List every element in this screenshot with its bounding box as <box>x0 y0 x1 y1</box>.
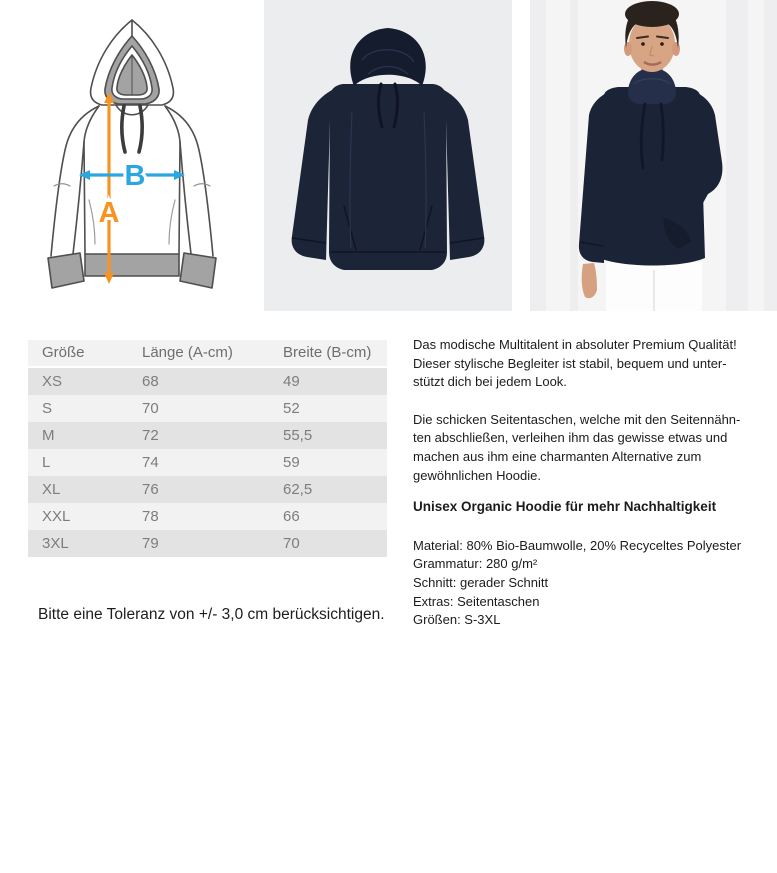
hem-band <box>85 254 179 276</box>
side-pocket-seam <box>169 200 175 244</box>
right-cuff <box>180 253 216 288</box>
size-cell: XL <box>42 481 61 498</box>
size-diagram <box>20 8 256 304</box>
text-line: Dieser stylische Begleiter ist stabil, bequem und unter- <box>413 355 727 371</box>
table-row <box>28 422 387 449</box>
product-subheading: Unisex Organic Hoodie für mehr Nachhaltigkeit <box>413 499 717 515</box>
text-line: Das modische Multitalent in absoluter Premium Qualität! <box>413 337 737 352</box>
model-photo <box>530 0 777 311</box>
detail-extras: Extras: Seitentaschen <box>413 593 540 609</box>
table-row <box>28 476 387 503</box>
detail-grammatur: Grammatur: 280 g/m² <box>413 556 538 572</box>
column-header-groesse: Größe <box>42 344 85 361</box>
size-cell: L <box>42 454 51 471</box>
size-cell: M <box>42 427 55 444</box>
length-cell: 74 <box>142 454 159 471</box>
column-header-breite: Breite (B-cm) <box>283 344 372 361</box>
eye <box>641 42 645 46</box>
measure-label-b: B <box>124 160 146 192</box>
width-cell: 66 <box>283 508 300 525</box>
text-line: machen aus ihm eine charmanten Alternative zum <box>413 448 702 464</box>
product-description <box>413 336 773 630</box>
model-wearing-hoodie <box>530 0 777 311</box>
width-cell: 52 <box>283 400 300 417</box>
detail-schnitt: Schnitt: gerader Schnitt <box>413 574 549 590</box>
detail-material: Material: 80% Bio-Baumwolle, 20% Recyceltes Polyester <box>413 537 742 553</box>
ear <box>624 42 632 56</box>
size-cell: XXL <box>42 508 71 525</box>
description-paragraph-2 <box>413 411 773 485</box>
tolerance-note: Bitte eine Toleranz von +/- 3,0 cm berücksichtigen. <box>38 606 385 623</box>
width-cell: 70 <box>283 535 300 552</box>
table-row <box>28 395 387 422</box>
navy-hoodie-photo <box>264 0 512 311</box>
hoodie-line-drawing <box>20 8 256 304</box>
size-table <box>28 340 387 557</box>
length-cell: 78 <box>142 508 159 525</box>
table-row <box>28 530 387 557</box>
drawstring <box>139 106 142 152</box>
size-table-header-row <box>28 340 387 368</box>
column-header-laenge: Länge (A-cm) <box>142 344 233 361</box>
length-cell: 79 <box>142 535 159 552</box>
text-line: gewöhnlichen Hoodie. <box>413 467 541 483</box>
drawstring <box>122 106 125 152</box>
ear <box>672 42 680 56</box>
width-cell: 59 <box>283 454 300 471</box>
size-cell: XS <box>42 373 63 390</box>
detail-groessen: Größen: S-3XL <box>413 612 501 628</box>
width-cell: 62,5 <box>283 481 313 498</box>
hoodie-outline <box>48 20 216 288</box>
table-row <box>28 503 387 530</box>
table-row <box>28 368 387 395</box>
length-cell: 70 <box>142 400 159 417</box>
eye <box>660 42 664 46</box>
product-photo <box>264 0 512 311</box>
text-line: Die schicken Seitentaschen, welche mit den Seitennähn- <box>413 411 741 427</box>
length-cell: 68 <box>142 373 159 390</box>
text-line: ten abschließen, verleihen ihm das gewisse etwas und <box>413 430 728 446</box>
table-row <box>28 449 387 476</box>
measure-label-a: A <box>98 197 120 229</box>
description-paragraph-1 <box>413 336 773 392</box>
measure-arrow-b <box>79 160 185 192</box>
side-pocket-seam <box>89 200 95 244</box>
left-cuff <box>48 253 84 288</box>
length-cell: 76 <box>142 481 159 498</box>
length-cell: 72 <box>142 427 159 444</box>
size-cell: S <box>42 400 53 417</box>
text-line: stützt dich bei jedem Look. <box>413 374 567 390</box>
product-details <box>413 537 773 630</box>
width-cell: 49 <box>283 373 300 390</box>
size-cell: 3XL <box>42 535 69 552</box>
width-cell: 55,5 <box>283 427 313 444</box>
left-hand <box>582 263 597 298</box>
